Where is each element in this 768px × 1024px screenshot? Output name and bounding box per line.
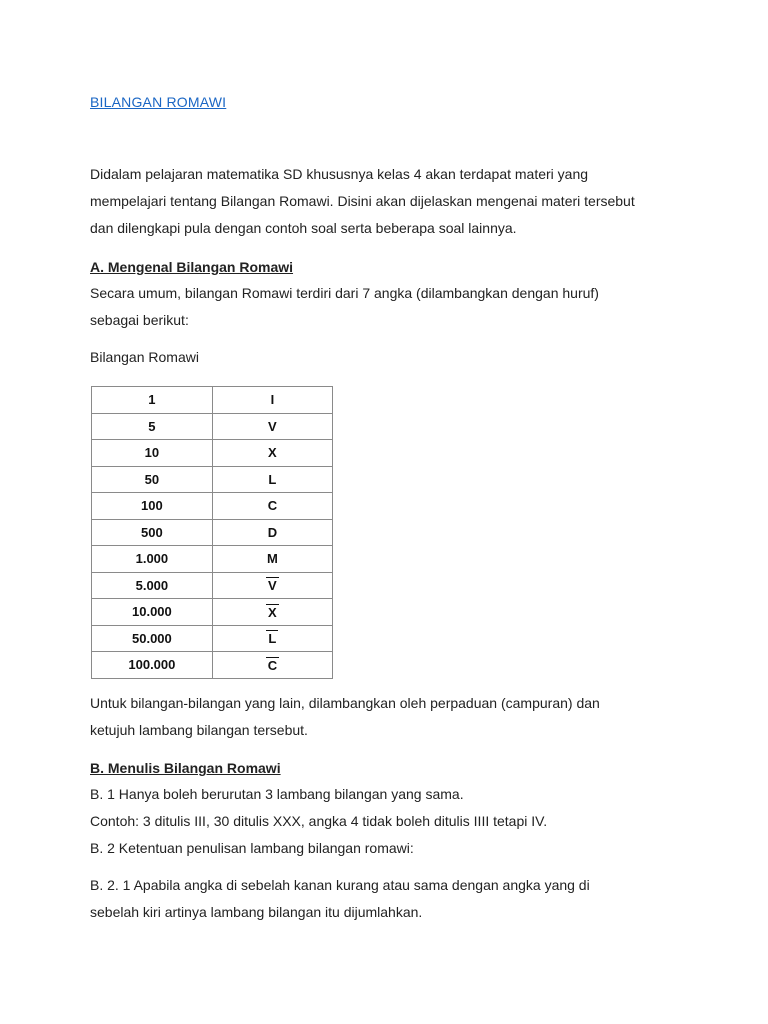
table-cell-symbol [212,466,332,493]
intro-line: dan dilengkapi pula dengan contoh soal serta beberapa soal lainnya. [90,220,517,236]
rule-b21-line: B. 2. 1 Apabila angka di sebelah kanan kurang atau sama dengan angka yang di [90,877,590,893]
table-cell-symbol [212,625,332,652]
table-cell-symbol [212,387,332,414]
table-cell-symbol [212,599,332,626]
table-row [92,519,333,546]
table-cell-number: 5.000 [92,572,213,599]
section-b-line: B. 2 Ketentuan penulisan lambang bilangan romawi: [90,840,414,856]
roman-numeral-table [91,386,333,679]
section-a-line: Secara umum, bilangan Romawi terdiri dari 7 angka (dilambangkan dengan huruf) [90,285,599,301]
rule-b21-line: sebelah kiri artinya lambang bilangan itu dijumlahkan. [90,904,423,920]
roman-symbol: C [267,498,278,514]
table-row [92,466,333,493]
table-cell-number: 1 [92,387,213,414]
section-b-heading: B. Menulis Bilangan Romawi [90,760,281,776]
table-cell-symbol [212,493,332,520]
table-cell-number: 100 [92,493,213,520]
section-b-line: B. 1 Hanya boleh berurutan 3 lambang bilangan yang sama. [90,786,464,802]
table-row [92,625,333,652]
table-cell-number: 50.000 [92,625,213,652]
table-row [92,599,333,626]
table-row [92,413,333,440]
table-cell-number: 1.000 [92,546,213,573]
roman-symbol: M [266,551,278,567]
roman-symbol: X [268,604,277,620]
table-row [92,440,333,467]
roman-symbol: C [267,657,278,673]
table-cell-number: 100.000 [92,652,213,679]
table-row [92,546,333,573]
table-cell-symbol [212,546,332,573]
roman-symbol: L [268,471,277,487]
table-row [92,652,333,679]
table-cell-symbol [212,413,332,440]
after-table-line: ketujuh lambang bilangan tersebut. [90,722,308,738]
table-cell-number: 10 [92,440,213,467]
table-cell-number: 10.000 [92,599,213,626]
table-row [92,572,333,599]
section-b-lines [90,781,690,862]
section-a-text [90,280,690,334]
table-cell-symbol [212,440,332,467]
roman-symbol: I [270,392,275,408]
table-cell-number: 500 [92,519,213,546]
table-cell-number: 50 [92,466,213,493]
rule-b21-paragraph [90,872,690,926]
table-caption: Bilangan Romawi [90,349,199,365]
roman-symbol: V [268,578,277,594]
roman-symbol: X [268,445,277,461]
intro-paragraph [90,161,690,242]
intro-line: mempelajari tentang Bilangan Romawi. Disini akan dijelaskan mengenai materi tersebut [90,193,635,209]
roman-symbol: V [268,418,277,434]
table-cell-symbol [212,572,332,599]
table-row [92,387,333,414]
section-b-line: Contoh: 3 ditulis III, 30 ditulis XXX, angka 4 tidak boleh ditulis IIII tetapi IV. [90,813,548,829]
table-row [92,493,333,520]
roman-symbol: D [267,524,278,540]
intro-line: Didalam pelajaran matematika SD khususnya kelas 4 akan terdapat materi yang [90,166,589,182]
table-cell-symbol [212,519,332,546]
table-cell-number: 5 [92,413,213,440]
after-table-paragraph [90,690,690,744]
table-cell-symbol [212,652,332,679]
section-a-heading: A. Mengenal Bilangan Romawi [90,259,294,275]
after-table-line: Untuk bilangan-bilangan yang lain, dilambangkan oleh perpaduan (campuran) dan [90,695,600,711]
section-a-line: sebagai berikut: [90,312,189,328]
roman-symbol: L [268,631,277,647]
document-title[interactable]: BILANGAN ROMAWI [90,94,227,110]
